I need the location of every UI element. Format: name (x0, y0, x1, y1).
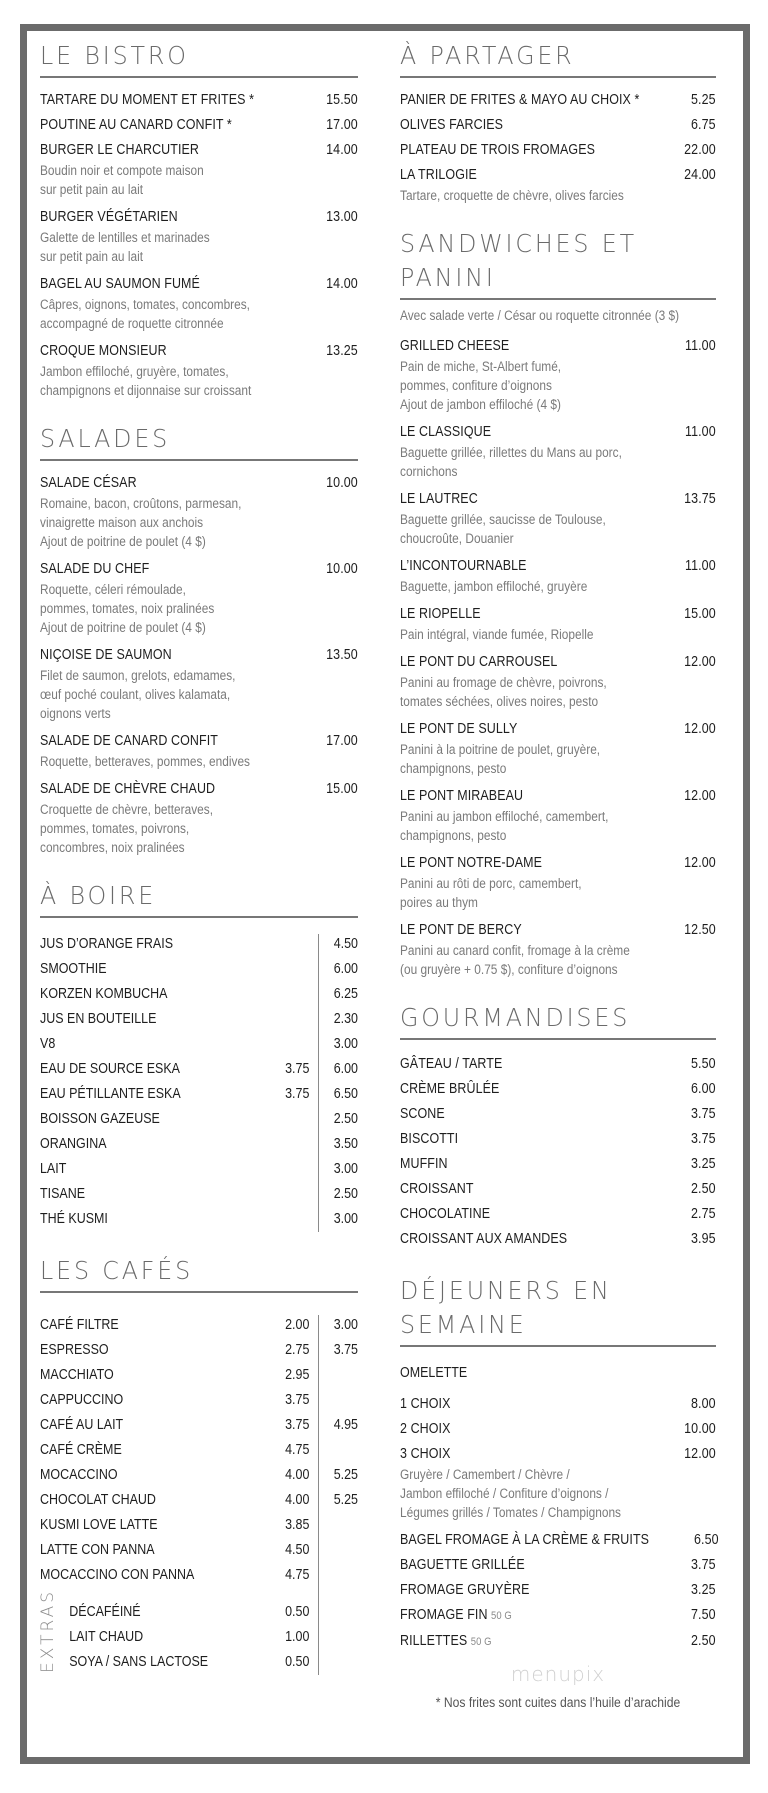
menu-item: BISCOTTI 3.75 (400, 1131, 716, 1147)
menu-item: LE RIOPELLE 15.00 (400, 606, 716, 622)
section-les-cafes (40, 1254, 358, 1675)
cafe-row: MOCACCINO 4.00 5.25 (40, 1467, 358, 1483)
menu-item: LE PONT DE SULLY 12.00 (400, 721, 716, 737)
menu-item: CHOCOLATINE 2.75 (400, 1206, 716, 1222)
menu-item: CROISSANT 2.50 (400, 1181, 716, 1197)
menu-item: POUTINE AU CANARD CONFIT * 17.00 (40, 117, 358, 133)
item-description: Panini au jambon effiloché, camembert, champignons, pesto (400, 809, 609, 843)
drink-row: LAIT 3.00 (40, 1161, 358, 1177)
section-gourmandises (400, 1001, 716, 1252)
item-description: Boudin noir et compote maison sur petit pain au lait (40, 163, 204, 197)
cafe-row: CAFÉ CRÈME 4.75 (40, 1442, 310, 1458)
extras-label: EXTRAS (38, 1588, 58, 1673)
section-dejeuners (400, 1274, 719, 1710)
cafes-table (40, 1313, 358, 1675)
drinks-table (40, 932, 358, 1232)
menu-item: OLIVES FARCIES 6.75 (400, 117, 716, 133)
section-title: À BOIRE (40, 881, 157, 910)
menu-item: BURGER VÉGÉTARIEN 13.00 (40, 209, 358, 225)
omelette-options: Gruyère / Camembert / Chèvre / Jambon effiloché / Confiture d’oignons / Légumes grillés / Tomates / Champignons (400, 1467, 622, 1520)
drink-row: EAU DE SOURCE ESKA 3.75 6.00 (40, 1061, 358, 1077)
column-divider (318, 934, 319, 1232)
section-sandwiches (400, 227, 716, 979)
menu-item: LE PONT DE BERCY 12.50 (400, 922, 716, 938)
item-description: Filet de saumon, grelots, edamames, œuf poché coulant, olives kalamata, oignons verts (40, 668, 236, 721)
section-a-boire (40, 879, 358, 1232)
watermark-logo: menupix (510, 1662, 606, 1686)
extras-group (38, 1588, 358, 1675)
drink-row: BOISSON GAZEUSE 2.50 (40, 1111, 358, 1127)
cafe-row: CAPPUCCINO 3.75 (40, 1392, 310, 1408)
cafe-row: MACCHIATO 2.95 (40, 1367, 310, 1383)
cafe-row: MOCACCINO CON PANNA 4.75 (40, 1567, 310, 1583)
menu-item: SALADE DE CANARD CONFIT 17.00 (40, 733, 358, 749)
cafe-row: ESPRESSO 2.75 3.75 (40, 1342, 358, 1358)
cafe-row: CAFÉ FILTRE 2.00 3.00 (40, 1317, 358, 1333)
menu-item: LA TRILOGIE 24.00 (400, 167, 716, 183)
drink-row: THÉ KUSMI 3.00 (40, 1211, 358, 1227)
item-description: Croquette de chèvre, betteraves, pommes, tomates, poivrons, concombres, noix pralinées (40, 802, 214, 855)
extra-row: LAIT CHAUD 1.00 (69, 1629, 310, 1645)
extra-row: SOYA / SANS LACTOSE 0.50 (69, 1654, 310, 1670)
drink-row: V8 3.00 (40, 1036, 358, 1052)
item-description: Câpres, oignons, tomates, concombres, accompagné de roquette citronnée (40, 297, 250, 331)
menu-item: CRÈME BRÛLÉE 6.00 (400, 1081, 716, 1097)
section-salades (40, 422, 358, 857)
menu-item: BURGER LE CHARCUTIER 14.00 (40, 142, 358, 158)
cafe-row: CHOCOLAT CHAUD 4.00 5.25 (40, 1492, 358, 1508)
menu-item: 2 CHOIX 10.00 (400, 1421, 716, 1437)
item-description: Romaine, bacon, croûtons, parmesan, vinaigrette maison aux anchois Ajout de poitrine de poulet (4 $) (40, 496, 242, 549)
item-description: Jambon effiloché, gruyère, tomates, champignons et dijonnaise sur croissant (40, 364, 252, 398)
menu-item: FROMAGE GRUYÈRE 3.25 (400, 1582, 716, 1598)
section-le-bistro (40, 39, 358, 400)
section-title: SANDWICHES ET PANINI (400, 229, 637, 292)
menu-item: BAGEL FROMAGE À LA CRÈME & FRUITS 6.50 (400, 1532, 719, 1548)
item-description: Galette de lentilles et marinades sur petit pain au lait (40, 230, 210, 264)
menu-item: PLATEAU DE TROIS FROMAGES 22.00 (400, 142, 716, 158)
menu-item: GÂTEAU / TARTE 5.50 (400, 1056, 716, 1072)
drink-row: ORANGINA 3.50 (40, 1136, 358, 1152)
item-description: Panini au rôti de porc, camembert, poires au thym (400, 876, 582, 910)
item-description: Roquette, céleri rémoulade, pommes, tomates, noix pralinées Ajout de poitrine de poulet (4 $) (40, 582, 215, 635)
weight-label: 50 G (490, 1610, 512, 1622)
section-title: GOURMANDISES (400, 1003, 631, 1032)
menu-frame (20, 24, 750, 1764)
item-description: Baguette grillée, saucisse de Toulouse, choucroûte, Douanier (400, 512, 606, 546)
drink-row: JUS D’ORANGE FRAIS 4.50 (40, 936, 358, 952)
menu-item: 1 CHOIX 8.00 (400, 1396, 716, 1412)
left-column (40, 39, 358, 1697)
menu-item: SALADE DE CHÈVRE CHAUD 15.00 (40, 781, 358, 797)
menu-item: RILLETTES 50 G 2.50 (400, 1633, 716, 1649)
section-note: Avec salade verte / César ou roquette citronnée (3 $) (400, 308, 680, 323)
section-title: À PARTAGER (400, 41, 575, 70)
menu-item: L’INCONTOURNABLE 11.00 (400, 558, 716, 574)
menu-item: LE CLASSIQUE 11.00 (400, 424, 716, 440)
item-description: Baguette grillée, rillettes du Mans au porc, cornichons (400, 445, 622, 479)
drink-row: KORZEN KOMBUCHA 6.25 (40, 986, 358, 1002)
menu-item: PANIER DE FRITES & MAYO AU CHOIX * 5.25 (400, 92, 716, 108)
menu-item: CROISSANT AUX AMANDES 3.95 (400, 1231, 716, 1247)
section-title: SALADES (40, 424, 171, 453)
item-description: Baguette, jambon effiloché, gruyère (400, 579, 588, 594)
menu-item: SALADE CÉSAR 10.00 (40, 475, 358, 491)
drink-row: TISANE 2.50 (40, 1186, 358, 1202)
right-column (400, 39, 719, 1732)
menu-item: SALADE DU CHEF 10.00 (40, 561, 358, 577)
cafe-row: LATTE CON PANNA 4.50 (40, 1542, 310, 1558)
weight-label: 50 G (470, 1636, 492, 1648)
item-description: Tartare, croquette de chèvre, olives farcies (400, 188, 624, 203)
extra-row: DÉCAFÉINÉ 0.50 (69, 1604, 310, 1620)
section-title: LES CAFÉS (40, 1256, 194, 1285)
menu-item: GRILLED CHEESE 11.00 (400, 338, 716, 354)
drink-row: SMOOTHIE 6.00 (40, 961, 358, 977)
drink-row: EAU PÉTILLANTE ESKA 3.75 6.50 (40, 1086, 358, 1102)
item-description: Pain de miche, St-Albert fumé, pommes, confiture d’oignons Ajout de jambon effiloché (4 $) (400, 359, 562, 412)
menu-item: MUFFIN 3.25 (400, 1156, 716, 1172)
section-a-partager (400, 39, 716, 205)
item-description: Panini au canard confit, fromage à la crème (ou gruyère + 0.75 $), confiture d’oignons (400, 943, 630, 977)
menu-item: LE LAUTREC 13.75 (400, 491, 716, 507)
menu-item: TARTARE DU MOMENT ET FRITES * 15.50 (40, 92, 358, 108)
footnote: * Nos frites sont cuites dans l’huile d’arachide (435, 1695, 681, 1710)
menu-item: LE PONT MIRABEAU 12.00 (400, 788, 716, 804)
menu-item: CROQUE MONSIEUR 13.25 (40, 343, 358, 359)
menu-item: BAGUETTE GRILLÉE 3.75 (400, 1557, 716, 1573)
omelette-heading: OMELETTE (400, 1365, 468, 1381)
menu-item: FROMAGE FIN 50 G 7.50 (400, 1607, 716, 1623)
menu-item: LE PONT DU CARROUSEL 12.00 (400, 654, 716, 670)
cafe-row: CAFÉ AU LAIT 3.75 4.95 (40, 1417, 358, 1433)
item-description: Pain intégral, viande fumée, Riopelle (400, 627, 594, 642)
item-description: Roquette, betteraves, pommes, endives (40, 754, 251, 769)
menu-item: 3 CHOIX 12.00 (400, 1446, 716, 1462)
item-description: Panini à la poitrine de poulet, gruyère, champignons, pesto (400, 742, 601, 776)
item-description: Panini au fromage de chèvre, poivrons, tomates séchées, olives noires, pesto (400, 675, 607, 709)
menu-item: NIÇOISE DE SAUMON 13.50 (40, 647, 358, 663)
cafe-row: KUSMI LOVE LATTE 3.85 (40, 1517, 310, 1533)
section-title: DÉJEUNERS EN SEMAINE (400, 1276, 612, 1339)
drink-row: JUS EN BOUTEILLE 2.30 (40, 1011, 358, 1027)
menu-item: BAGEL AU SAUMON FUMÉ 14.00 (40, 276, 358, 292)
menu-item: SCONE 3.75 (400, 1106, 716, 1122)
menu-item: LE PONT NOTRE-DAME 12.00 (400, 855, 716, 871)
section-title: LE BISTRO (40, 41, 189, 70)
